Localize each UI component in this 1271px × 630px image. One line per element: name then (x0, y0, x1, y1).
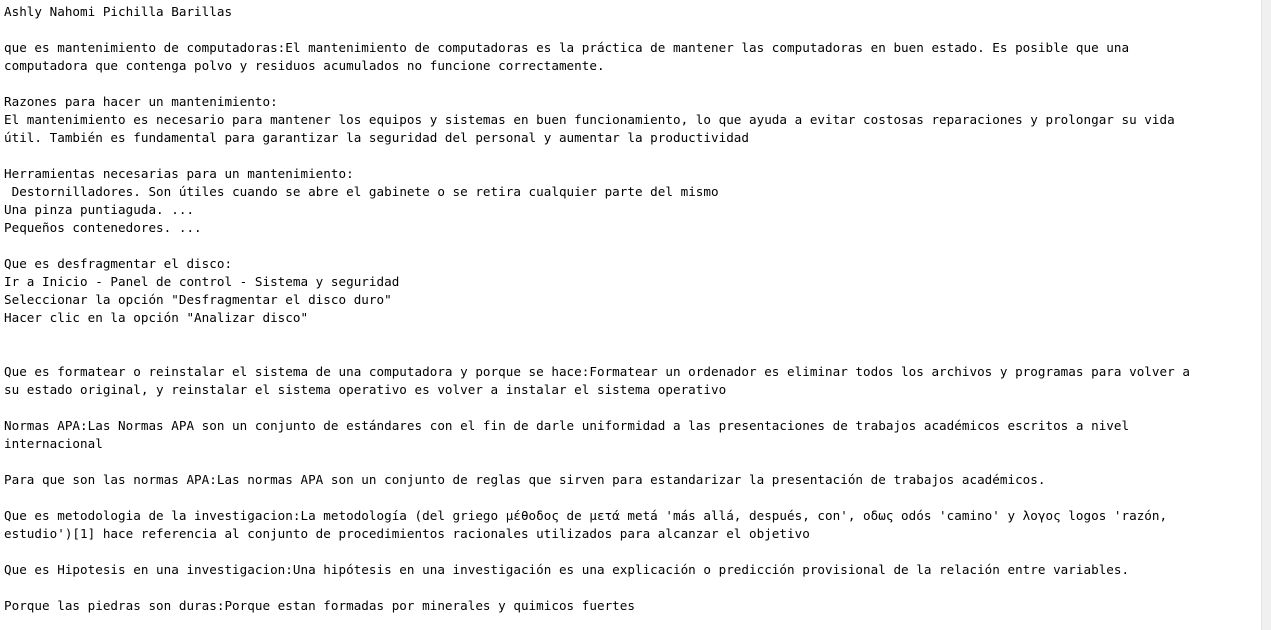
text-line: Para que son las normas APA:Las normas APA son un conjunto de reglas que sirven para estandarizar la presentación de trabajos académicos. (4, 472, 1046, 487)
text-line: Normas APA:Las Normas APA son un conjunto de estándares con el fin de darle uniformidad a las presentaciones de trabajos académicos escritos a nivel (4, 418, 1130, 433)
text-line (4, 345, 1260, 363)
text-line (4, 489, 1260, 507)
text-line: internacional (4, 436, 103, 451)
text-line: su estado original, y reinstalar el sistema operativo es volver a instalar el sistema operativo (4, 382, 727, 397)
text-line: El mantenimiento es necesario para mantener los equipos y sistemas en buen funcionamiento, lo que ayuda a evitar costosas reparaciones y prolongar su vida (4, 112, 1175, 127)
text-line: Que es desfragmentar el disco: (4, 256, 233, 271)
text-line: útil. También es fundamental para garantizar la seguridad del personal y aumentar la productividad (4, 130, 750, 145)
text-line (4, 21, 1260, 39)
text-line: Hacer clic en la opción "Analizar disco" (4, 310, 309, 325)
vertical-scrollbar[interactable] (1261, 0, 1271, 630)
text-line (4, 543, 1260, 561)
text-line: Que es Hipotesis en una investigacion:Una hipótesis en una investigación es una explicación o predicción provisional de la relación entre variables. (4, 562, 1130, 577)
text-line: Que es metodologia de la investigacion:La metodología (del griego μέθοδος de μετά metá 'más allá, después, con', οδως odós 'camino' y λογος logos 'razón, (4, 508, 1168, 523)
text-line: Una pinza puntiaguda. ... (4, 202, 195, 217)
text-line (4, 399, 1260, 417)
text-line: Razones para hacer un mantenimiento: (4, 94, 278, 109)
text-line (4, 327, 1260, 345)
text-line (4, 237, 1260, 255)
text-line: Herramientas necesarias para un mantenimiento: (4, 166, 354, 181)
text-line (4, 453, 1260, 471)
text-line: Pequeños contenedores. ... (4, 220, 202, 235)
document-text[interactable] (4, 3, 1260, 615)
text-line: Ashly Nahomi Pichilla Barillas (4, 4, 233, 19)
text-line: Seleccionar la opción "Desfragmentar el disco duro" (4, 292, 392, 307)
text-line: Que es formatear o reinstalar el sistema de una computadora y porque se hace:Formatear un ordenador es eliminar todos los archivos y programas para volver a (4, 364, 1190, 379)
text-line (4, 147, 1260, 165)
text-line: Porque las piedras son duras:Porque estan formadas por minerales y quimicos fuertes (4, 598, 635, 613)
text-line: Ir a Inicio - Panel de control - Sistema y seguridad (4, 274, 400, 289)
text-line: estudio')[1] hace referencia al conjunto de procedimientos racionales utilizados para alcanzar el objetivo (4, 526, 810, 541)
text-line: que es mantenimiento de computadoras:El mantenimiento de computadoras es la práctica de mantener las computadoras en buen estado. Es posible que una (4, 40, 1130, 55)
text-line: Destornilladores. Son útiles cuando se abre el gabinete o se retira cualquier parte del mismo (4, 184, 719, 199)
text-line (4, 75, 1260, 93)
text-line (4, 579, 1260, 597)
text-line: computadora que contenga polvo y residuos acumulados no funcione correctamente. (4, 58, 605, 73)
